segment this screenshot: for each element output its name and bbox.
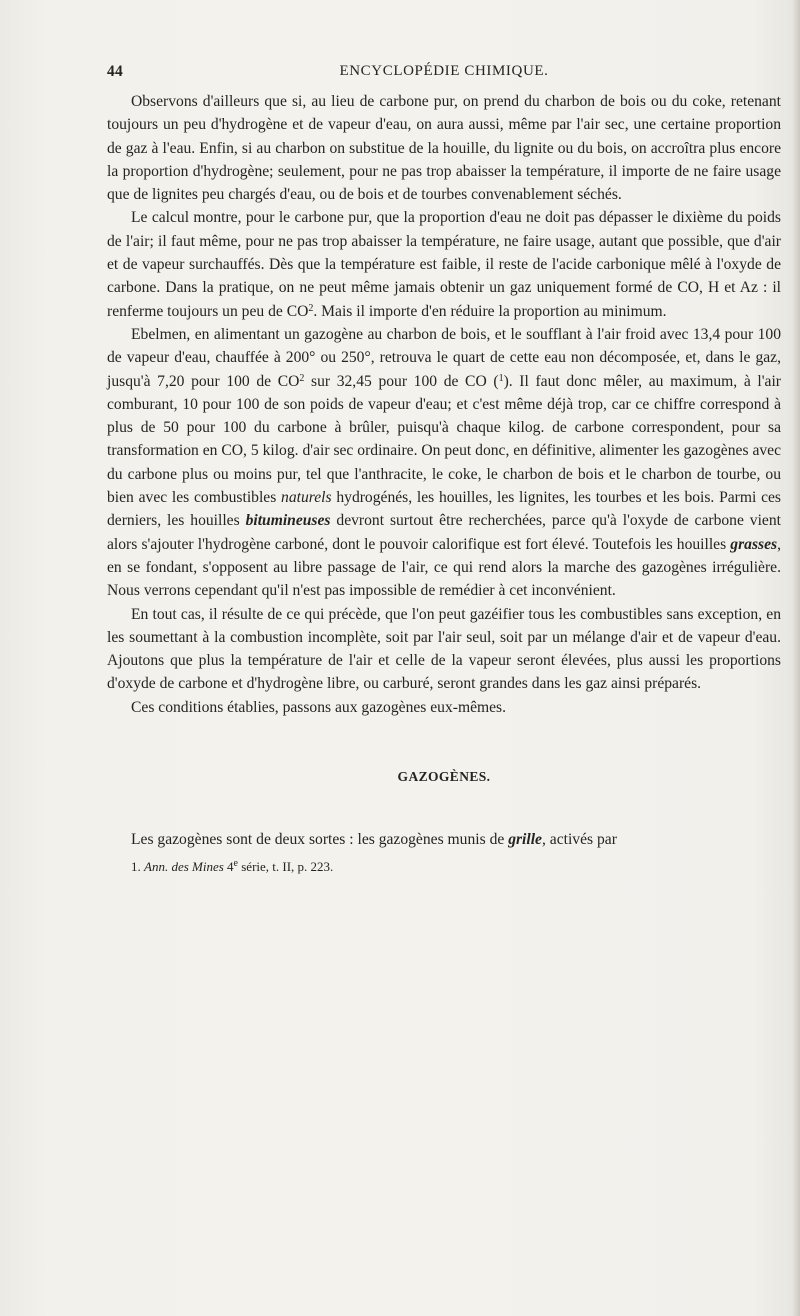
emphasis-grasses: grasses xyxy=(730,535,778,553)
paragraph-3 xyxy=(107,323,781,603)
page-body xyxy=(107,90,781,876)
superscript: 2 xyxy=(308,302,314,314)
running-head: ENCYCLOPÉDIE CHIMIQUE. xyxy=(339,63,549,79)
paragraph-3-text-c: ). Il faut donc mêler, au maximum, à l'air comburant, 10 pour 100 de son poids de vapeur d'eau; et c'est même déjà trop, car ce chiffre correspond à plus de 50 pour 100 du carbone à brûler, puisqu'à chaque kilog. de carbone correspondent, pour sa transformation en CO, 5 kilog. d'air sec ordinaire. On peut donc, en définitive, alimenter les gazogènes avec du carbone plus ou moins pur, tel que l'anthracite, le coke, le charbon de bois et le charbon de tourbe, ou bien avec les combustibles xyxy=(107,372,781,507)
footnote-reference: 1 xyxy=(498,372,504,384)
paragraph-2-text-a: Le calcul montre, pour le carbone pur, que la proportion d'eau ne doit pas dépasser le dixième du poids de l'air; il faut même, pour ne pas trop abaisser la température, ne faire usage, autant que possible, que d'air et de vapeur surchauffés. Dès que la température est faible, il reste de l'acide carbonique mêlé à l'oxyde de carbone. Dans la pratique, on ne peut même jamais obtenir un gaz uniquement formé de CO, H et Az : il renferme toujours un peu de CO xyxy=(107,209,781,320)
page-number: 44 xyxy=(107,63,123,80)
paragraph-3-text-b: sur 32,45 pour 100 de CO ( xyxy=(304,372,499,390)
paragraph-6-text-b: , activés par xyxy=(541,831,617,849)
paragraph-4: En tout cas, il résulte de ce qui précède, que l'on peut gazéifier tous les combustibles sans exception, en les soumettant à la combustion incomplète, soit par l'air seul, soit par un mélange d'air et de vapeur d'eau. Ajoutons que plus la température de l'air et celle de la vapeur seront élevées, plus aussi les proportions d'oxyde de carbone et d'hydrogène libre, ou carburé, seront grandes dans les gaz ainsi préparés. xyxy=(107,605,781,693)
footnote xyxy=(107,858,781,876)
page-edge-shadow xyxy=(792,0,800,1316)
footnote-series-number: 4 xyxy=(227,858,234,874)
paragraph-1: Observons d'ailleurs que si, au lieu de carbone pur, on prend du charbon de bois ou du coke, retenant toujours un peu d'hydrogène et de vapeur d'eau, on aura aussi, même par l'air sec, une certaine proportion de gaz à l'eau. Enfin, si au charbon on substitue de la houille, du lignite ou du bois, on accroîtra plus encore la proportion d'hydrogène; seulement, pour ne pas trop abaisser la température, il importe de ne faire usage que de lignites peu chargés d'eau, ou de bois et de tourbes convenablement séchés. xyxy=(107,93,781,204)
footnote-series-superscript: e xyxy=(233,857,238,869)
emphasis-naturels: naturels xyxy=(281,489,332,507)
paragraph-5: Ces conditions établies, passons aux gazogènes eux-mêmes. xyxy=(131,698,507,716)
emphasis-bitumineuses: bitumineuses xyxy=(245,512,331,530)
paragraph-3-text-e: devront surtout être recherchées, parce qu'à l'oxyde de carbone vient alors s'ajouter l'hydrogène carboné, dont le pouvoir calorifique est fort élevé. Toutefois les houilles xyxy=(107,512,781,553)
footnote-number: 1. xyxy=(131,858,141,874)
paragraph-3-text-f: , en se fondant, s'opposent au libre passage de l'air, ce qui rend alors la marche des gazogènes irrégulière. Nous verrons cependant qu'il n'est pas impossible de remédier à cet inconvénient. xyxy=(107,535,781,600)
emphasis-grille: grille xyxy=(508,831,542,849)
footnote-rest: série, t. II, p. 223. xyxy=(238,858,334,874)
page-header xyxy=(107,63,781,85)
paragraph-3-text-d: hydrogénés, les houilles, les lignites, les tourbes et les bois. Parmi ces derniers, les houilles xyxy=(107,489,782,530)
paragraph-2-text-b: . Mais il importe d'en réduire la proportion au minimum. xyxy=(313,302,667,320)
paragraph-6-text-a: Les gazogènes sont de deux sortes : les gazogènes munis de xyxy=(131,831,509,849)
paragraph-6 xyxy=(107,828,781,851)
superscript: 2 xyxy=(299,372,305,384)
paragraph-2 xyxy=(107,206,781,322)
paragraph-3-text-a: Ebelmen, en alimentant un gazogène au charbon de bois, et le soufflant à l'air froid avec 13,4 pour 100 de vapeur d'eau, chauffée à 200° ou 250°, retrouva le quart de cette eau non décomposée, et, dans le gaz, jusqu'à 7,20 pour 100 de CO xyxy=(107,325,781,390)
footnote-source: Ann. des Mines xyxy=(144,858,224,874)
section-title: GAZOGÈNES. xyxy=(397,769,491,785)
